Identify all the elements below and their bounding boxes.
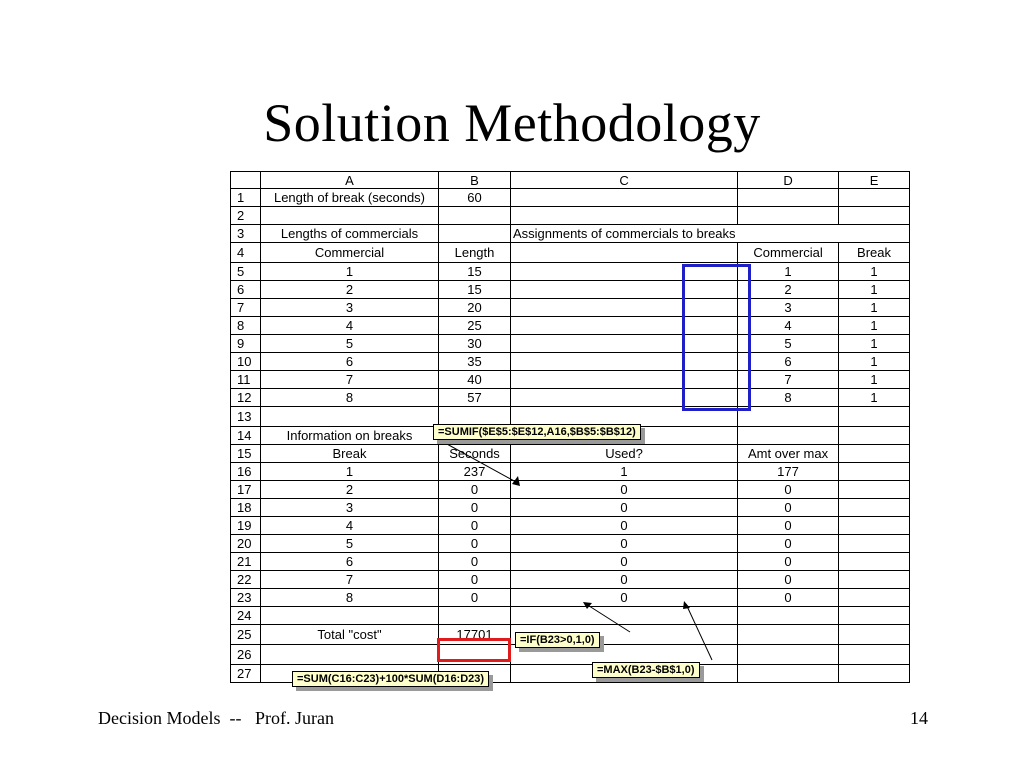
row-header[interactable]: 21 — [231, 553, 261, 571]
row-header[interactable]: 9 — [231, 335, 261, 353]
cell-e[interactable] — [839, 535, 910, 553]
sheet-row — [231, 189, 910, 207]
row-header[interactable]: 5 — [231, 263, 261, 281]
cell-b[interactable]: 25 — [439, 317, 511, 335]
cell-e[interactable] — [839, 445, 910, 463]
cell-e[interactable] — [839, 499, 910, 517]
column-header-row — [231, 172, 910, 189]
cell-e[interactable]: 1 — [839, 389, 910, 407]
cell-c[interactable] — [511, 189, 738, 207]
max-formula-callout: =MAX(B23-$B$1,0) — [592, 662, 700, 678]
cell-e[interactable]: 1 — [839, 281, 910, 299]
cell-d[interactable]: 2 — [738, 281, 839, 299]
cell-a[interactable]: Commercial — [261, 243, 439, 263]
row-header[interactable]: 27 — [231, 665, 261, 683]
sheet-row — [231, 553, 910, 571]
sheet-row — [231, 299, 910, 317]
row-header[interactable]: 7 — [231, 299, 261, 317]
cell-a[interactable]: 2 — [261, 481, 439, 499]
cell-b[interactable]: 0 — [439, 517, 511, 535]
slide-title: Solution Methodology — [263, 93, 761, 153]
cell-a[interactable]: 7 — [261, 571, 439, 589]
sheet-row — [231, 225, 910, 243]
cell-e[interactable]: 1 — [839, 317, 910, 335]
cell-c[interactable] — [511, 243, 738, 263]
row-header[interactable]: 4 — [231, 243, 261, 263]
sheet-row — [231, 589, 910, 607]
cell-b[interactable]: Seconds — [439, 445, 511, 463]
break-assignment-highlight — [682, 264, 751, 411]
sheet-row — [231, 335, 910, 353]
cell-d[interactable]: 0 — [738, 571, 839, 589]
cell-d[interactable]: 177 — [738, 463, 839, 481]
cell-b[interactable] — [439, 225, 511, 243]
column-header-b[interactable]: B — [439, 172, 511, 189]
cell-e[interactable] — [839, 427, 910, 445]
cell-d[interactable]: 1 — [738, 263, 839, 281]
cell-b[interactable]: 0 — [439, 499, 511, 517]
cell-c[interactable] — [511, 607, 738, 625]
row-header[interactable]: 24 — [231, 607, 261, 625]
cell-b[interactable]: 17701 — [439, 625, 511, 645]
cell-d[interactable] — [738, 645, 839, 665]
cell-c[interactable]: 0 — [511, 553, 738, 571]
cell-b[interactable]: 20 — [439, 299, 511, 317]
cell-d[interactable]: Amt over max — [738, 445, 839, 463]
cell-d[interactable]: 8 — [738, 389, 839, 407]
row-header[interactable]: 11 — [231, 371, 261, 389]
cell-e[interactable] — [839, 463, 910, 481]
row-header[interactable]: 6 — [231, 281, 261, 299]
cell-a[interactable]: 6 — [261, 353, 439, 371]
row-header[interactable]: 20 — [231, 535, 261, 553]
row-header[interactable]: 16 — [231, 463, 261, 481]
cell-d[interactable]: 0 — [738, 517, 839, 535]
cell-d[interactable] — [738, 665, 839, 683]
cell-d[interactable]: 3 — [738, 299, 839, 317]
cell-d[interactable] — [738, 625, 839, 645]
row-header[interactable]: 3 — [231, 225, 261, 243]
row-header[interactable]: 25 — [231, 625, 261, 645]
cell-a[interactable]: 2 — [261, 281, 439, 299]
cell-d[interactable]: 0 — [738, 499, 839, 517]
page-number: 14 — [910, 708, 928, 728]
cell-e[interactable]: 1 — [839, 371, 910, 389]
cell-d[interactable]: 5 — [738, 335, 839, 353]
cell-d[interactable] — [738, 407, 839, 427]
cell-a[interactable]: Length of break (seconds) — [261, 189, 439, 207]
cell-e[interactable] — [839, 225, 910, 243]
cell-d[interactable] — [738, 225, 839, 243]
column-header-a[interactable]: A — [261, 172, 439, 189]
row-header[interactable]: 1 — [231, 189, 261, 207]
cell-e[interactable]: 1 — [839, 353, 910, 371]
cell-a[interactable] — [261, 407, 439, 427]
row-header[interactable]: 26 — [231, 645, 261, 665]
cell-e[interactable] — [839, 481, 910, 499]
total-cost-highlight — [437, 638, 511, 662]
cell-d[interactable]: 0 — [738, 535, 839, 553]
cell-b[interactable]: 40 — [439, 371, 511, 389]
sheet-row — [231, 263, 910, 281]
cell-a[interactable]: 8 — [261, 589, 439, 607]
row-header[interactable]: 10 — [231, 353, 261, 371]
sheet-row — [231, 499, 910, 517]
row-header[interactable]: 19 — [231, 517, 261, 535]
cell-e[interactable] — [839, 517, 910, 535]
cell-a[interactable]: 4 — [261, 517, 439, 535]
cell-b[interactable] — [439, 607, 511, 625]
cell-e[interactable] — [839, 553, 910, 571]
sum-formula-callout: =SUM(C16:C23)+100*SUM(D16:D23) — [292, 671, 489, 687]
cell-c[interactable]: 0 — [511, 517, 738, 535]
row-header[interactable]: 14 — [231, 427, 261, 445]
cell-a[interactable]: Break — [261, 445, 439, 463]
cell-d[interactable] — [738, 607, 839, 625]
cell-c[interactable]: Used? — [511, 445, 738, 463]
row-header[interactable]: 22 — [231, 571, 261, 589]
cell-c[interactable]: 0 — [511, 571, 738, 589]
sheet-row — [231, 517, 910, 535]
cell-b[interactable] — [439, 207, 511, 225]
cell-a[interactable]: 6 — [261, 553, 439, 571]
cell-b[interactable]: 0 — [439, 535, 511, 553]
cell-a[interactable]: 1 — [261, 463, 439, 481]
cell-e[interactable] — [839, 189, 910, 207]
cell-a[interactable]: 4 — [261, 317, 439, 335]
cell-c[interactable]: 0 — [511, 499, 738, 517]
sheet-row — [231, 535, 910, 553]
sheet-row — [231, 371, 910, 389]
cell-b[interactable]: 237 — [439, 463, 511, 481]
sheet-row — [231, 207, 910, 225]
sheet-row — [231, 243, 910, 263]
sheet-row — [231, 317, 910, 335]
cell-a[interactable] — [261, 607, 439, 625]
cell-a[interactable]: 8 — [261, 389, 439, 407]
sumif-formula-callout: =SUMIF($E$5:$E$12,A16,$B$5:$B$12) — [433, 424, 641, 440]
cell-c[interactable]: 0 — [511, 589, 738, 607]
cell-e[interactable]: 1 — [839, 335, 910, 353]
cell-e[interactable] — [839, 207, 910, 225]
row-header[interactable]: 23 — [231, 589, 261, 607]
cell-b[interactable]: 35 — [439, 353, 511, 371]
cell-a[interactable]: Total "cost" — [261, 625, 439, 645]
cell-d[interactable] — [738, 427, 839, 445]
sheet-row — [231, 445, 910, 463]
sheet-row — [231, 481, 910, 499]
cell-d[interactable]: 6 — [738, 353, 839, 371]
row-header[interactable]: 2 — [231, 207, 261, 225]
cell-e[interactable] — [839, 589, 910, 607]
sheet-row — [231, 281, 910, 299]
cell-a[interactable] — [261, 207, 439, 225]
cell-a[interactable]: 5 — [261, 335, 439, 353]
cell-c[interactable] — [511, 207, 738, 225]
cell-a[interactable]: 3 — [261, 499, 439, 517]
corner-cell[interactable] — [231, 172, 261, 189]
cell-b[interactable]: 60 — [439, 189, 511, 207]
cell-e[interactable]: 1 — [839, 299, 910, 317]
row-header[interactable]: 12 — [231, 389, 261, 407]
cell-b[interactable]: 15 — [439, 281, 511, 299]
cell-b[interactable]: 57 — [439, 389, 511, 407]
sheet-row — [231, 607, 910, 625]
cell-a[interactable]: 5 — [261, 535, 439, 553]
cell-e[interactable] — [839, 665, 910, 683]
cell-e[interactable]: Break — [839, 243, 910, 263]
column-header-d[interactable]: D — [738, 172, 839, 189]
cell-d[interactable]: 0 — [738, 553, 839, 571]
row-header[interactable]: 13 — [231, 407, 261, 427]
row-header[interactable]: 8 — [231, 317, 261, 335]
cell-c[interactable]: 1 — [511, 463, 738, 481]
cell-d[interactable]: 4 — [738, 317, 839, 335]
cell-a[interactable]: Lengths of commercials — [261, 225, 439, 243]
cell-c[interactable]: Assignments of commercials to breaks — [511, 225, 738, 243]
cell-c[interactable]: 0 — [511, 535, 738, 553]
cell-d[interactable] — [738, 189, 839, 207]
cell-b[interactable]: 0 — [439, 481, 511, 499]
cell-e[interactable] — [839, 645, 910, 665]
sheet-row — [231, 463, 910, 481]
cell-e[interactable] — [839, 607, 910, 625]
cell-c[interactable]: 0 — [511, 481, 738, 499]
column-header-c[interactable]: C — [511, 172, 738, 189]
cell-b[interactable]: 15 — [439, 263, 511, 281]
cell-d[interactable]: 0 — [738, 589, 839, 607]
sheet-row — [231, 353, 910, 371]
cell-a[interactable]: 7 — [261, 371, 439, 389]
cell-a[interactable]: 3 — [261, 299, 439, 317]
cell-a[interactable]: 1 — [261, 263, 439, 281]
cell-e[interactable] — [839, 625, 910, 645]
column-header-e[interactable]: E — [839, 172, 910, 189]
cell-b[interactable]: 0 — [439, 553, 511, 571]
cell-d[interactable]: Commercial — [738, 243, 839, 263]
row-header[interactable]: 18 — [231, 499, 261, 517]
sheet-row — [231, 389, 910, 407]
cell-d[interactable]: 7 — [738, 371, 839, 389]
cell-b[interactable]: Length — [439, 243, 511, 263]
cell-d[interactable]: 0 — [738, 481, 839, 499]
cell-b[interactable]: 30 — [439, 335, 511, 353]
if-formula-callout: =IF(B23>0,1,0) — [515, 632, 600, 648]
cell-a[interactable] — [261, 645, 439, 665]
cell-d[interactable] — [738, 207, 839, 225]
row-header[interactable]: 15 — [231, 445, 261, 463]
cell-a[interactable]: Information on breaks — [261, 427, 439, 445]
cell-e[interactable]: 1 — [839, 263, 910, 281]
cell-b[interactable]: 0 — [439, 571, 511, 589]
sheet-row — [231, 571, 910, 589]
footer-course: Decision Models -- Prof. Juran — [98, 708, 334, 728]
cell-e[interactable] — [839, 571, 910, 589]
row-header[interactable]: 17 — [231, 481, 261, 499]
cell-e[interactable] — [839, 407, 910, 427]
cell-b[interactable]: 0 — [439, 589, 511, 607]
